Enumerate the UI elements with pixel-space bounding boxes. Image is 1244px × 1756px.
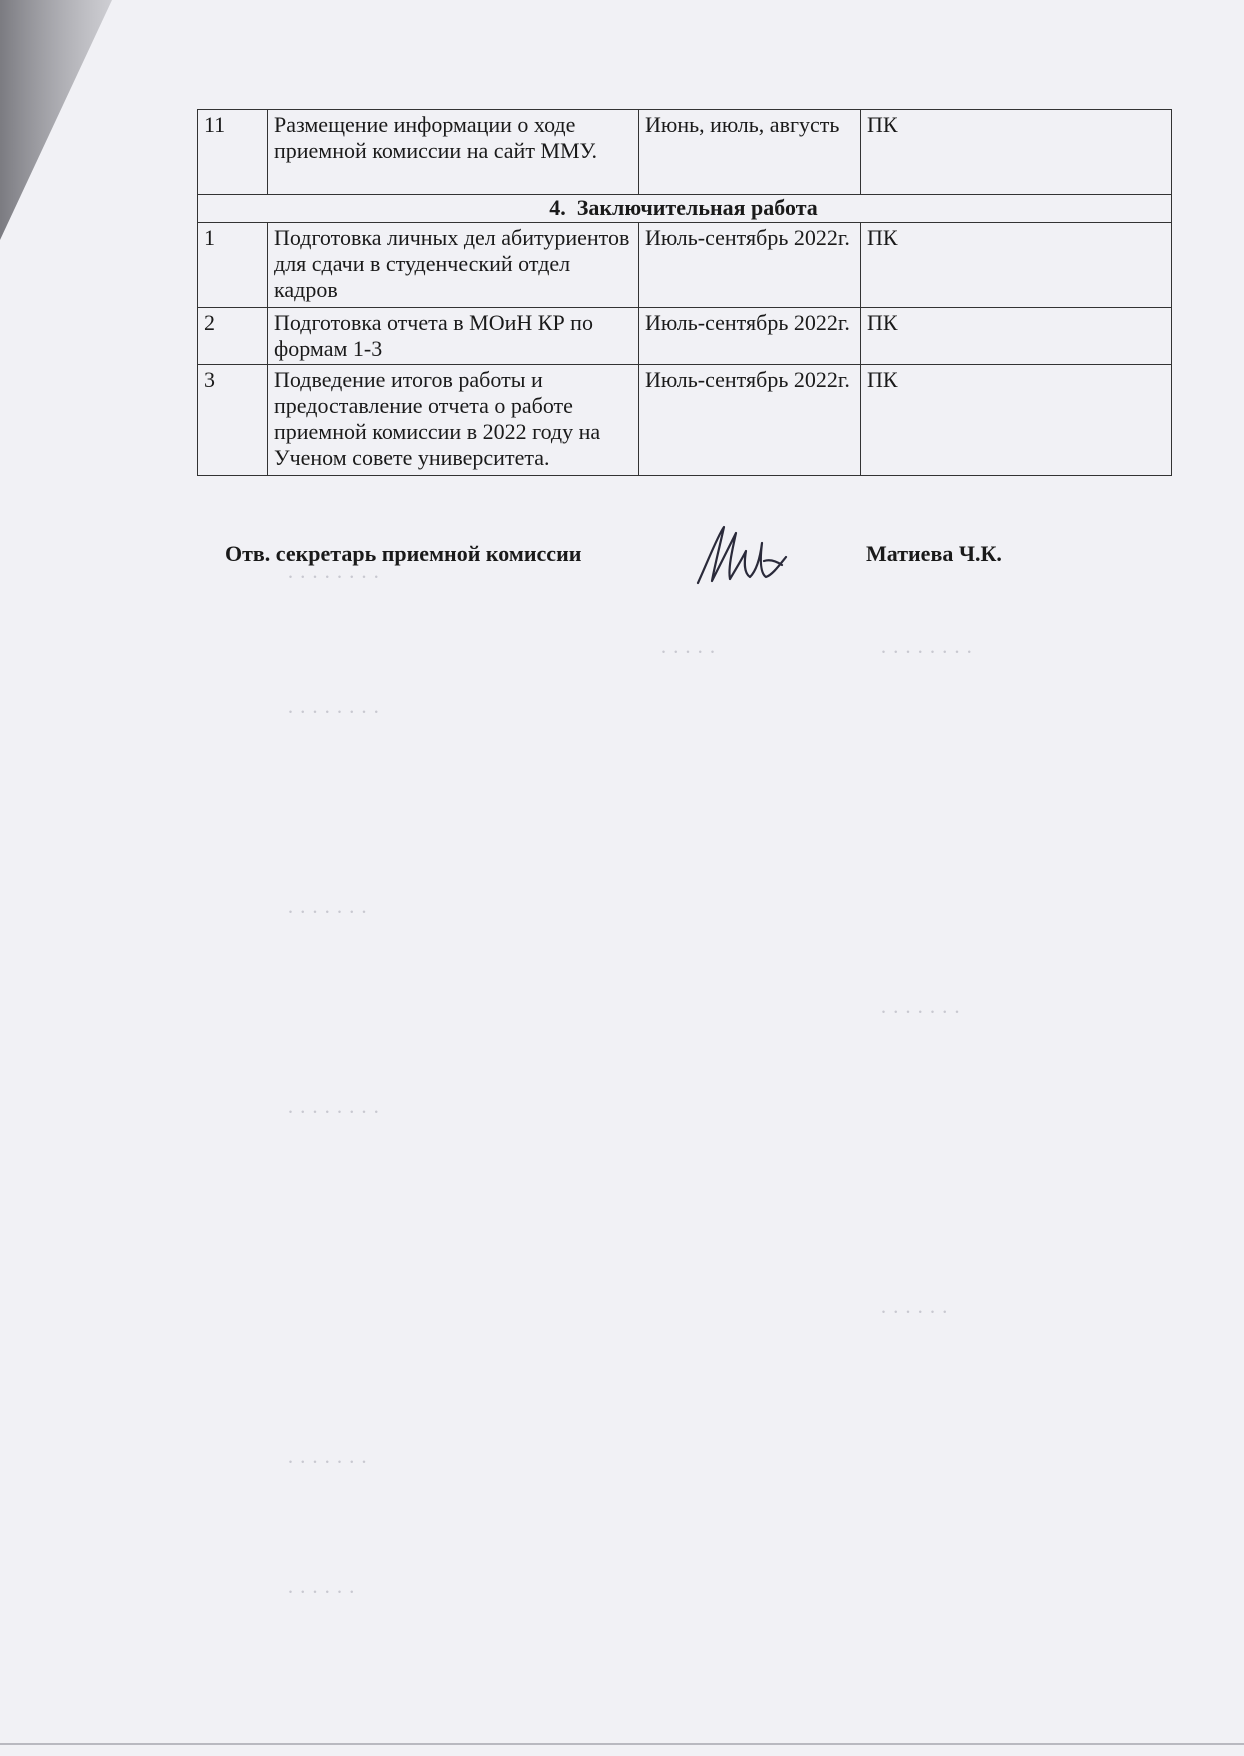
row-responsible: ПК [861,110,1172,195]
scanned-page: · · · · · · · · · · · · · · · · · · · · · · · · · · · · · · · · · · · · · · · · · · · · · · · · · · · · · · · · · · · · · · · · · · · · · · 11 Размещение информации о ходе приемной комиссии на сайт ММУ. Июнь, июль, августь ПК 4. Заключительная работа 1 Подготовка личных дел абитуриентов для сдачи в студенческий отдел кадров Июль-сентябрь 2022г. ПК 2 Подготовка отчета в МОиН КР по формам 1-3 Июль-сентябрь 2022г. ПК 3 Подведение итогов работы и предоставление отчета о работе приемной комиссии в 2022 году на Ученом совете университета. Июль-сентябрь 2022г. ПК Отв. секретарь приемной комиссии Матиева Ч.К. [0,0,1244,1756]
row-responsible: ПК [861,308,1172,365]
section-header-row [198,195,1172,223]
row-number: 11 [198,110,268,195]
signer-role: Отв. секретарь приемной комиссии [225,541,582,566]
row-number: 2 [198,308,268,365]
row-task: Подготовка отчета в МОиН КР по формам 1-3 [268,308,639,365]
row-term: Июнь, июль, августь [639,110,861,195]
row-term: Июль-сентябрь 2022г. [639,223,861,308]
row-responsible: ПК [861,365,1172,476]
row-responsible: ПК [861,223,1172,308]
signer-name: Матиева Ч.К. [866,541,1002,566]
section-label: Заключительная работа [576,195,818,220]
signature-block [0,541,1244,621]
table-row [198,308,1172,365]
row-task: Подготовка личных дел абитуриентов для сдачи в студенческий отдел кадров [268,223,639,308]
row-term: Июль-сентябрь 2022г. [639,308,861,365]
table-row [198,365,1172,476]
row-term: Июль-сентябрь 2022г. [639,365,861,476]
table-row [198,110,1172,195]
plan-table [197,109,1172,476]
row-number: 3 [198,365,268,476]
table-row [198,223,1172,308]
row-number: 1 [198,223,268,308]
row-task: Размещение информации о ходе приемной комиссии на сайт ММУ. [268,110,639,195]
section-number: 4. [549,195,566,220]
row-task: Подведение итогов работы и предоставление отчета о работе приемной комиссии в 2022 году на Ученом совете университета. [268,365,639,476]
section-title [198,195,1172,223]
handwritten-signature [690,521,800,601]
